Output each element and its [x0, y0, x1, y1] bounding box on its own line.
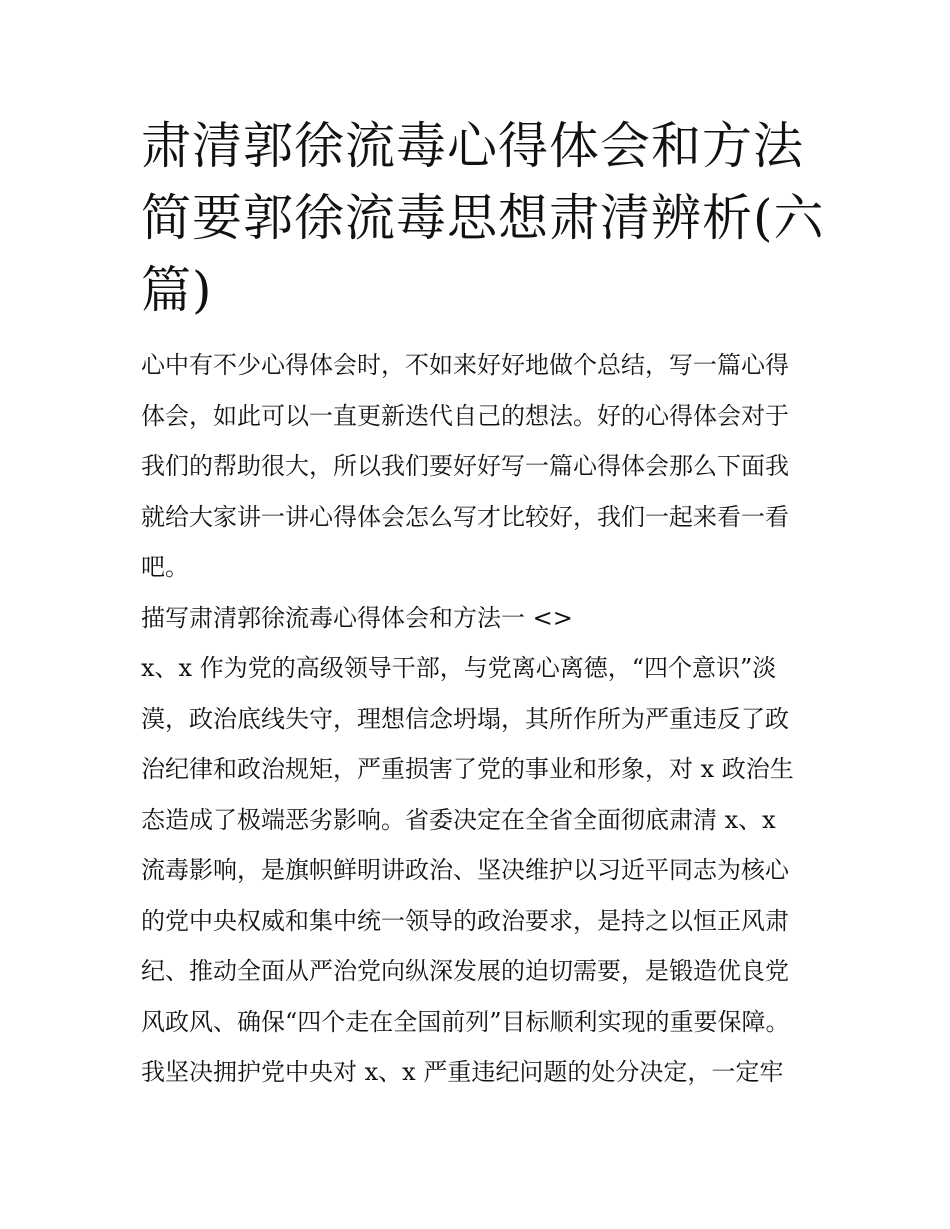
section-heading: 描写肃清郭徐流毒心得体会和方法一 <> [141, 603, 573, 632]
document-body [141, 340, 813, 1098]
paragraph-line: 纪、推动全面从严治党向纵深发展的迫切需要，是锻造优良党 [141, 957, 789, 985]
intro-line: 我们的帮助很大，所以我们要好好写一篇心得体会那么下面我 [141, 452, 789, 480]
intro-line: 吧。 [141, 553, 189, 581]
paragraph-line: x、x 作为党的高级领导干部，与党离心离德，“四个意识”淡 [141, 654, 777, 682]
paragraph-line: 态造成了极端恶劣影响。省委决定在全省全面彻底肃清 x、x [141, 805, 776, 834]
intro-line: 体会，如此可以一直更新迭代自己的想法。好的心得体会对于 [141, 401, 789, 430]
paragraph-line: 我坚决拥护党中央对 x、x 严重违纪问题的处分决定，一定牢 [141, 1058, 784, 1086]
paragraph-line: 的党中央权威和集中统一领导的政治要求，是持之以恒正风肃 [141, 906, 789, 935]
paragraph-line: 治纪律和政治规矩，严重损害了党的事业和形象，对 x 政治生 [141, 755, 794, 783]
paragraph-line: 漠，政治底线失守，理想信念坍塌，其所作所为严重违反了政 [141, 704, 789, 733]
title-line: 篇) [141, 261, 213, 319]
intro-line: 就给大家讲一讲心得体会怎么写才比较好，我们一起来看一看 [141, 502, 789, 531]
paragraph-line: 风政风、确保“四个走在全国前列”目标顺利实现的重要保障。 [141, 1007, 790, 1036]
document-title [141, 110, 825, 326]
intro-line: 心中有不少心得体会时，不如来好好地做个总结，写一篇心得 [141, 351, 789, 379]
title-line: 肃清郭徐流毒心得体会和方法 [141, 117, 804, 175]
paragraph-line: 流毒影响，是旗帜鲜明讲政治、坚决维护以习近平同志为核心 [141, 856, 789, 884]
title-line: 简要郭徐流毒思想肃清辨析(六 [141, 189, 825, 247]
document-page [141, 110, 825, 1098]
